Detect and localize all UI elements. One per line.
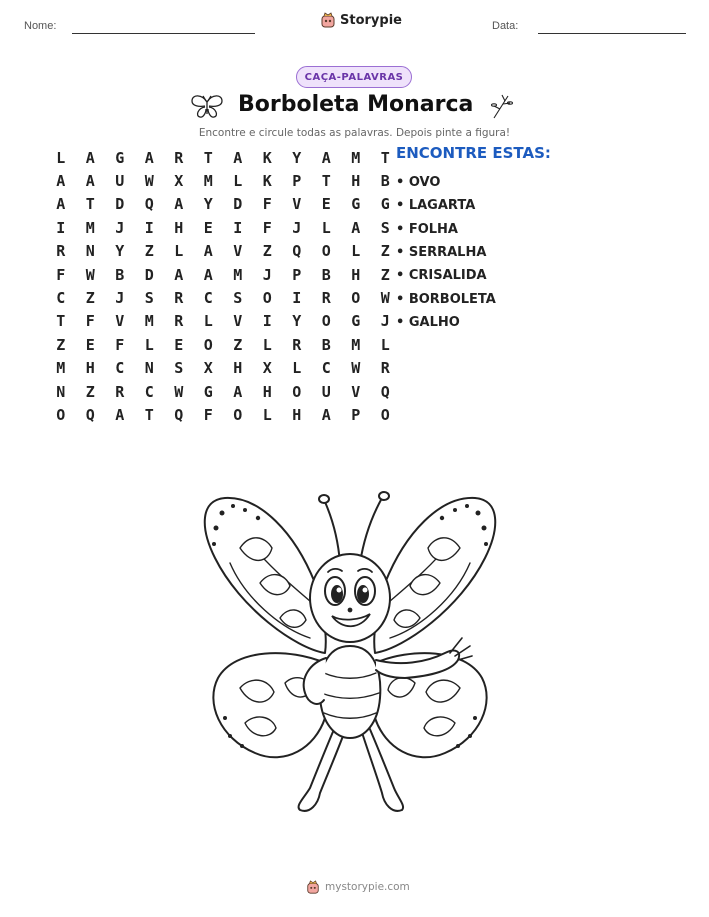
grid-cell[interactable]: O <box>56 405 66 424</box>
word-list-item: • OVO <box>396 175 441 191</box>
grid-cell[interactable]: O <box>292 382 302 401</box>
grid-cell[interactable]: D <box>233 195 243 214</box>
grid-cell[interactable]: G <box>115 148 125 167</box>
grid-cell[interactable]: I <box>144 218 154 237</box>
grid-cell[interactable]: M <box>85 218 95 237</box>
grid-cell[interactable]: T <box>56 312 66 331</box>
grid-cell[interactable]: C <box>56 289 66 308</box>
grid-cell[interactable]: B <box>321 265 331 284</box>
grid-cell[interactable]: R <box>115 382 125 401</box>
word-list-item: • FOLHA <box>396 221 458 237</box>
grid-row <box>46 310 400 333</box>
grid-cell[interactable]: X <box>203 359 213 378</box>
grid-cell[interactable]: Z <box>380 242 390 261</box>
title-row <box>190 92 520 122</box>
grid-cell[interactable]: I <box>233 218 243 237</box>
grid-cell[interactable]: Q <box>174 405 184 424</box>
grid-cell[interactable]: H <box>85 359 95 378</box>
grid-cell[interactable]: Y <box>203 195 213 214</box>
grid-cell[interactable]: Z <box>380 265 390 284</box>
grid-cell[interactable]: L <box>174 242 184 261</box>
grid-cell[interactable]: M <box>233 265 243 284</box>
word-list-item: • LAGARTA <box>396 198 476 214</box>
grid-cell[interactable]: N <box>56 382 66 401</box>
grid-row <box>46 286 400 309</box>
grid-cell[interactable]: J <box>380 312 390 331</box>
grid-row <box>46 193 400 216</box>
grid-cell[interactable]: R <box>174 312 184 331</box>
grid-cell[interactable]: A <box>321 148 331 167</box>
instructions: Encontre e circule todas as palavras. Depois pinte a figura! <box>198 127 511 139</box>
grid-row <box>46 357 400 380</box>
grid-row <box>46 333 400 356</box>
grid-cell[interactable]: T <box>203 148 213 167</box>
grid-cell[interactable]: W <box>351 359 361 378</box>
grid-cell[interactable]: A <box>321 405 331 424</box>
grid-cell[interactable]: Q <box>292 242 302 261</box>
grid-cell[interactable]: Z <box>233 335 243 354</box>
grid-cell[interactable]: O <box>321 312 331 331</box>
storypie-logo-icon <box>306 880 320 894</box>
grid-cell[interactable]: U <box>321 382 331 401</box>
grid-cell[interactable]: H <box>292 405 302 424</box>
grid-cell[interactable]: X <box>174 172 184 191</box>
grid-cell[interactable]: L <box>203 312 213 331</box>
grid-cell[interactable]: E <box>321 195 331 214</box>
grid-cell[interactable]: A <box>115 405 125 424</box>
grid-cell[interactable]: A <box>233 148 243 167</box>
grid-cell[interactable]: Q <box>85 405 95 424</box>
grid-cell[interactable]: L <box>56 148 66 167</box>
grid-cell[interactable]: J <box>292 218 302 237</box>
grid-cell[interactable]: C <box>321 359 331 378</box>
grid-cell[interactable]: G <box>380 195 390 214</box>
grid-cell[interactable]: A <box>174 195 184 214</box>
grid-row <box>46 216 400 239</box>
grid-cell[interactable]: A <box>233 382 243 401</box>
grid-cell[interactable]: V <box>233 242 243 261</box>
grid-cell[interactable]: A <box>203 265 213 284</box>
grid-cell[interactable]: C <box>144 382 154 401</box>
grid-cell[interactable]: F <box>262 195 272 214</box>
grid-cell[interactable]: J <box>115 218 125 237</box>
grid-cell[interactable]: S <box>233 289 243 308</box>
grid-cell[interactable]: G <box>351 195 361 214</box>
grid-cell[interactable]: A <box>56 195 66 214</box>
word-list-item: • SERRALHA <box>396 245 487 261</box>
grid-cell[interactable]: L <box>292 359 302 378</box>
twig-icon <box>490 92 514 120</box>
grid-cell[interactable]: U <box>115 172 125 191</box>
grid-cell[interactable]: I <box>292 289 302 308</box>
grid-cell[interactable]: R <box>380 359 390 378</box>
date-label: Data: <box>492 20 519 32</box>
grid-cell[interactable]: F <box>56 265 66 284</box>
grid-cell[interactable]: O <box>351 289 361 308</box>
grid-cell[interactable]: Z <box>85 382 95 401</box>
grid-cell[interactable]: Y <box>292 312 302 331</box>
word-search-grid[interactable] <box>46 146 400 427</box>
grid-cell[interactable]: O <box>380 405 390 424</box>
grid-cell[interactable]: R <box>321 289 331 308</box>
grid-row <box>46 263 400 286</box>
grid-cell[interactable]: N <box>144 359 154 378</box>
grid-cell[interactable]: F <box>262 218 272 237</box>
name-label: Nome: <box>24 20 57 32</box>
grid-cell[interactable]: L <box>321 218 331 237</box>
grid-cell[interactable]: H <box>174 218 184 237</box>
grid-cell[interactable]: C <box>115 359 125 378</box>
word-list-item: • CRISALIDA <box>396 268 487 284</box>
word-list-title: ENCONTRE ESTAS: <box>396 144 551 162</box>
footer-url: mystorypie.com <box>325 881 410 893</box>
grid-cell[interactable]: R <box>292 335 302 354</box>
grid-cell[interactable]: T <box>380 148 390 167</box>
grid-cell[interactable]: H <box>233 359 243 378</box>
grid-cell[interactable]: D <box>115 195 125 214</box>
grid-cell[interactable]: H <box>351 265 361 284</box>
grid-cell[interactable]: Z <box>144 242 154 261</box>
grid-cell[interactable]: V <box>115 312 125 331</box>
grid-row <box>46 240 400 263</box>
grid-cell[interactable]: A <box>174 265 184 284</box>
grid-cell[interactable]: M <box>144 312 154 331</box>
grid-cell[interactable]: L <box>233 172 243 191</box>
grid-cell[interactable]: K <box>262 172 272 191</box>
grid-cell[interactable]: A <box>351 218 361 237</box>
grid-cell[interactable]: F <box>85 312 95 331</box>
grid-cell[interactable]: Y <box>292 148 302 167</box>
storypie-logo-icon <box>320 12 336 28</box>
grid-cell[interactable]: H <box>351 172 361 191</box>
grid-cell[interactable]: W <box>144 172 154 191</box>
name-line[interactable] <box>72 33 255 34</box>
grid-cell[interactable]: L <box>351 242 361 261</box>
grid-cell[interactable]: O <box>321 242 331 261</box>
grid-cell[interactable]: Q <box>144 195 154 214</box>
grid-cell[interactable]: O <box>203 335 213 354</box>
grid-cell[interactable]: W <box>174 382 184 401</box>
worksheet-type-badge: CAÇA-PALAVRAS <box>296 66 412 88</box>
grid-cell[interactable]: F <box>203 405 213 424</box>
grid-cell[interactable]: B <box>380 172 390 191</box>
grid-cell[interactable]: K <box>262 148 272 167</box>
grid-cell[interactable]: E <box>174 335 184 354</box>
grid-cell[interactable]: S <box>380 218 390 237</box>
grid-cell[interactable]: I <box>56 218 66 237</box>
grid-cell[interactable]: R <box>56 242 66 261</box>
grid-cell[interactable]: G <box>351 312 361 331</box>
grid-cell[interactable]: B <box>115 265 125 284</box>
grid-cell[interactable]: P <box>292 265 302 284</box>
grid-cell[interactable]: V <box>233 312 243 331</box>
monarch-butterfly-illustration[interactable] <box>200 488 500 823</box>
grid-cell[interactable]: Y <box>115 242 125 261</box>
grid-cell[interactable]: I <box>262 312 272 331</box>
grid-cell[interactable]: M <box>56 359 66 378</box>
grid-cell[interactable]: M <box>203 172 213 191</box>
grid-cell[interactable]: T <box>321 172 331 191</box>
grid-cell[interactable]: J <box>262 265 272 284</box>
footer <box>306 880 410 894</box>
grid-cell[interactable]: O <box>233 405 243 424</box>
grid-cell[interactable]: T <box>144 405 154 424</box>
grid-cell[interactable]: P <box>292 172 302 191</box>
grid-row <box>46 380 400 403</box>
grid-row <box>46 169 400 192</box>
grid-cell[interactable]: M <box>351 148 361 167</box>
grid-cell[interactable]: F <box>115 335 125 354</box>
grid-cell[interactable]: A <box>56 172 66 191</box>
grid-cell[interactable]: D <box>144 265 154 284</box>
grid-cell[interactable]: W <box>380 289 390 308</box>
grid-cell[interactable]: H <box>262 382 272 401</box>
grid-cell[interactable]: Q <box>380 382 390 401</box>
grid-cell[interactable]: N <box>85 242 95 261</box>
grid-cell[interactable]: C <box>203 289 213 308</box>
word-list <box>396 171 496 334</box>
grid-cell[interactable]: P <box>351 405 361 424</box>
grid-cell[interactable]: L <box>262 335 272 354</box>
grid-cell[interactable]: V <box>351 382 361 401</box>
grid-cell[interactable]: G <box>203 382 213 401</box>
word-list-item: • GALHO <box>396 314 460 330</box>
grid-cell[interactable]: R <box>174 148 184 167</box>
grid-cell[interactable]: A <box>203 242 213 261</box>
grid-cell[interactable]: B <box>321 335 331 354</box>
grid-cell[interactable]: W <box>85 265 95 284</box>
grid-cell[interactable]: E <box>203 218 213 237</box>
grid-cell[interactable]: L <box>144 335 154 354</box>
grid-cell[interactable]: S <box>144 289 154 308</box>
grid-cell[interactable]: A <box>144 148 154 167</box>
grid-cell[interactable]: O <box>262 289 272 308</box>
grid-cell[interactable]: L <box>262 405 272 424</box>
grid-cell[interactable]: A <box>85 172 95 191</box>
grid-cell[interactable]: A <box>85 148 95 167</box>
grid-cell[interactable]: Z <box>56 335 66 354</box>
brand <box>320 12 402 28</box>
grid-cell[interactable]: R <box>174 289 184 308</box>
grid-cell[interactable]: V <box>292 195 302 214</box>
grid-cell[interactable]: S <box>174 359 184 378</box>
word-list-item: • BORBOLETA <box>396 291 496 307</box>
grid-cell[interactable]: T <box>85 195 95 214</box>
grid-cell[interactable]: J <box>115 289 125 308</box>
grid-row <box>46 403 400 426</box>
grid-row <box>46 146 400 169</box>
date-line[interactable] <box>538 33 686 34</box>
grid-cell[interactable]: X <box>262 359 272 378</box>
butterfly-icon <box>190 94 224 120</box>
grid-cell[interactable]: L <box>380 335 390 354</box>
grid-cell[interactable]: Z <box>85 289 95 308</box>
grid-cell[interactable]: E <box>85 335 95 354</box>
grid-cell[interactable]: M <box>351 335 361 354</box>
brand-name: Storypie <box>340 12 402 28</box>
page-title: Borboleta Monarca <box>238 92 474 117</box>
grid-cell[interactable]: Z <box>262 242 272 261</box>
